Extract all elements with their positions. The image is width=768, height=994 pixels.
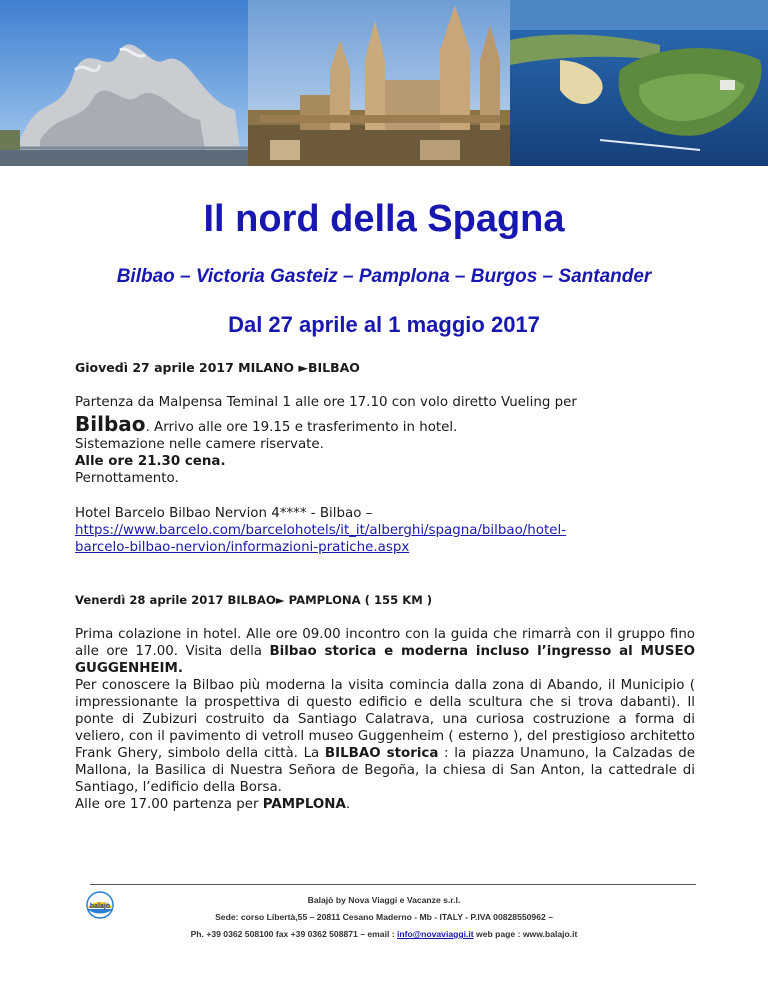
day2-period: . <box>345 797 351 812</box>
day1-heading: Giovedì 27 aprile 2017 MILANO ►BILBAO <box>75 360 360 375</box>
day2-old-town: : la piazza Unamuno, la Calzadas de Mallona, la Basilica di Nuestra Señora de Begoña, la chiesa di San Anton, la cattedrale di Santiago, l’edificio della Borsa. <box>75 746 695 795</box>
footer-contacts <box>0 929 768 939</box>
day2-pamplona: PAMPLONA <box>262 797 346 812</box>
day2-bilbao-storica: BILBAO storica <box>324 746 439 761</box>
route-subtitle: Bilbao – Victoria Gasteiz – Pamplona – Burgos – Santander <box>116 266 652 287</box>
day1-overnight: Pernottamento. <box>75 471 179 486</box>
footer-phone: Ph. +39 0362 508100 fax +39 0362 508871 – email : <box>190 929 397 939</box>
day1-dinner: Alle ore 21.30 cena. <box>75 454 226 469</box>
page-title: Il nord della Spagna <box>203 198 565 240</box>
travel-dates: Dal 27 aprile al 1 maggio 2017 <box>228 312 540 337</box>
logo-text: balajò <box>89 903 111 910</box>
day1-departure-text: Partenza da Malpensa Teminal 1 alle ore 17.10 con volo diretto Vueling per <box>75 395 577 410</box>
day1-city: Bilbao <box>75 412 146 436</box>
day1-paragraph <box>75 394 695 411</box>
footer-address: Sede: corso Libertà,55 – 20811 Cesano Maderno - Mb - ITALY - P.IVA 00828550962 – <box>215 912 553 922</box>
day2-description: Per conoscere la Bilbao più moderna la visita comincia dalla zona di Abando, il Municipio ( impressionante la prospettiva di questo edificio e della scultura che si trova dabanti). Il ponte di Zubizuri costruito da Santiago Calatrava, una curiosa costruzione a forma di veliero, con il pavimento di vetroll museo Guggenheim ( esterno ), del prestigioso architetto Frank Ghery, simbolo della città. La <box>75 678 695 761</box>
santander-photo <box>510 0 768 166</box>
day1-arrival-text: . Arrivo alle ore 19.15 e trasferimento in hotel. <box>145 420 458 435</box>
day2-paragraph <box>75 626 695 813</box>
burgos-photo <box>248 0 510 166</box>
hotel-name: Hotel Barcelo Bilbao Nervion 4**** - Bilbao – <box>75 506 373 521</box>
header-photos <box>0 0 768 166</box>
hotel-link-line1[interactable]: https://www.barcelo.com/barcelohotels/it_it/alberghi/spagna/bilbao/hotel- <box>75 523 567 538</box>
day2-guggenheim: Bilbao storica e moderna incluso l’ingresso al MUSEO GUGGENHEIM. <box>75 644 695 676</box>
footer-divider <box>90 884 696 885</box>
guggenheim-photo <box>0 0 248 166</box>
day2-departure: Alle ore 17.00 partenza per <box>75 797 263 812</box>
footer-email-link[interactable]: info@novaviaggi.it <box>396 929 474 939</box>
footer-company: Balajò by Nova Viaggi e Vacanze s.r.l. <box>307 895 461 905</box>
hotel-link[interactable] <box>75 522 695 556</box>
day1-rooms: Sistemazione nelle camere riservate. <box>75 437 324 452</box>
day2-heading: Venerdì 28 aprile 2017 BILBAO► PAMPLONA ( 155 KM ) <box>75 593 433 607</box>
day2-intro: Prima colazione in hotel. Alle ore 09.00 incontro con la guida che rimarrà con il gruppo fino alle ore 17.00. Visita della <box>75 627 695 659</box>
hotel-link-line2[interactable]: barcelo-bilbao-nervion/informazioni-pratiche.aspx <box>75 540 410 555</box>
footer-web: web page : www.balajo.it <box>473 929 578 939</box>
